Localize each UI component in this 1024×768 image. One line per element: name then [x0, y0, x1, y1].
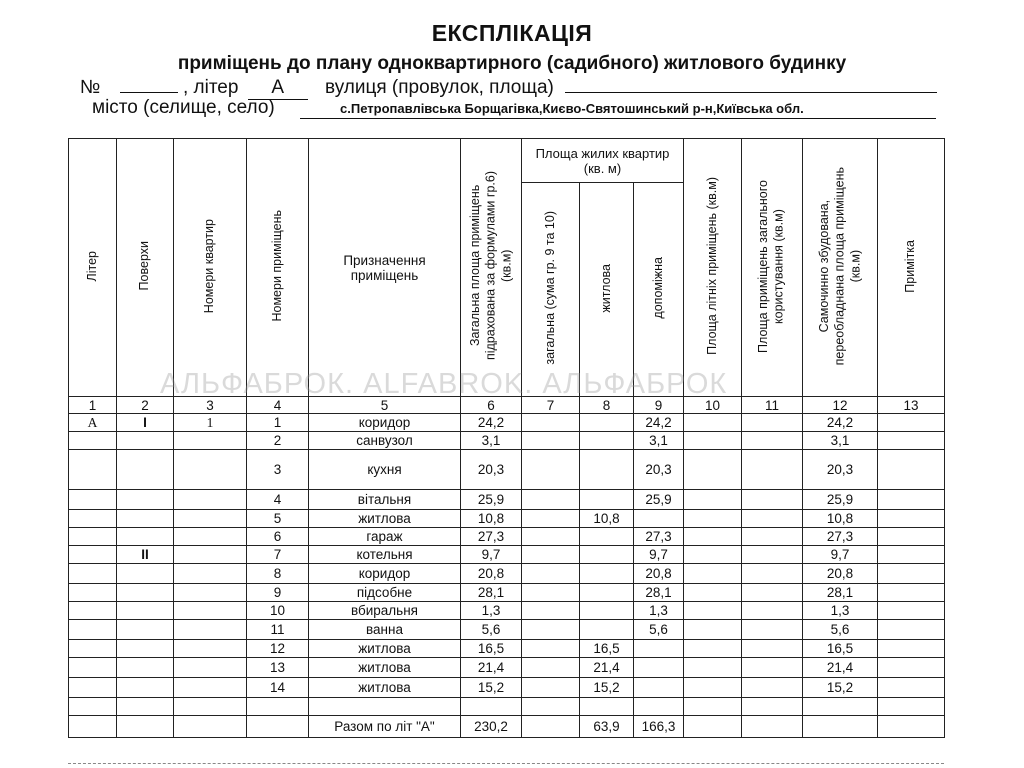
cell-note	[878, 658, 945, 678]
cell-summer	[684, 640, 742, 658]
cell-room: 13	[247, 658, 309, 678]
col-living-group: Площа жилих квартир (кв. м)	[522, 139, 684, 183]
street-label: вулиця (провулок, площа)	[325, 77, 554, 98]
cell-aux: 25,9	[634, 490, 684, 510]
cell-living: 15,2	[580, 678, 634, 698]
cell-floor	[117, 678, 174, 698]
cell-living-total	[522, 564, 580, 584]
cell-total-area: 28,1	[461, 584, 522, 602]
cell-living: 10,8	[580, 510, 634, 528]
cell-liter	[69, 602, 117, 620]
cell-living	[580, 432, 634, 450]
cell-common	[742, 602, 803, 620]
table-row	[69, 602, 945, 620]
cell-floor: ІІ	[117, 546, 174, 564]
cell-living	[580, 564, 634, 584]
cell-liter	[69, 658, 117, 678]
cell-total-area: 20,3	[461, 450, 522, 490]
cell-summer	[684, 450, 742, 490]
cell-self-built: 5,6	[803, 620, 878, 640]
cell-note	[878, 414, 945, 432]
cell-apt	[174, 620, 247, 640]
cell-note	[878, 546, 945, 564]
col-self-built: Самочинно збудована, переобладнана площа приміщень (кв.м)	[803, 139, 878, 397]
cell-living: 16,5	[580, 640, 634, 658]
cell-apt	[174, 546, 247, 564]
table-row	[69, 414, 945, 432]
cell-living-total	[522, 678, 580, 698]
cell-liter	[69, 640, 117, 658]
cell-self-built: 21,4	[803, 658, 878, 678]
cell-living-total	[522, 450, 580, 490]
cell-self-built: 27,3	[803, 528, 878, 546]
document-title: ЕКСПЛІКАЦІЯ	[431, 20, 593, 46]
cell-purpose: підсобне	[309, 584, 461, 602]
cell-common	[742, 564, 803, 584]
cell-summer	[684, 678, 742, 698]
cell-aux: 20,8	[634, 564, 684, 584]
cell-total-area: 25,9	[461, 490, 522, 510]
cell-note	[878, 640, 945, 658]
cell-self-built: 3,1	[803, 432, 878, 450]
cell-aux: 28,1	[634, 584, 684, 602]
table-row	[69, 510, 945, 528]
col-living: житлова	[580, 183, 634, 397]
cell-liter	[69, 620, 117, 640]
cell-room: 3	[247, 450, 309, 490]
cell-liter	[69, 432, 117, 450]
cell-total-area: 9,7	[461, 546, 522, 564]
cell-apt	[174, 584, 247, 602]
cell-total-area: 1,3	[461, 602, 522, 620]
cell-summer	[684, 414, 742, 432]
table-row	[69, 620, 945, 640]
cell-note	[878, 490, 945, 510]
cell-apt	[174, 510, 247, 528]
cell-room: 6	[247, 528, 309, 546]
page-edge	[68, 763, 944, 764]
col-purpose: Призначення приміщень	[309, 139, 461, 397]
cell-total-area: 15,2	[461, 678, 522, 698]
cell-self-built: 9,7	[803, 546, 878, 564]
cell-self-built: 16,5	[803, 640, 878, 658]
cell-liter	[69, 678, 117, 698]
cell-floor	[117, 602, 174, 620]
cell-common	[742, 432, 803, 450]
cell-common	[742, 546, 803, 564]
cell-total-area: 5,6	[461, 620, 522, 640]
cell-aux	[634, 678, 684, 698]
cell-room: 1	[247, 414, 309, 432]
cell-room: 7	[247, 546, 309, 564]
cell-purpose: кухня	[309, 450, 461, 490]
col-room-numbers: Номери приміщень	[247, 139, 309, 397]
liter-value: А	[248, 77, 308, 100]
cell-room: 4	[247, 490, 309, 510]
cell-aux: 27,3	[634, 528, 684, 546]
table-row	[69, 678, 945, 698]
cell-purpose: житлова	[309, 658, 461, 678]
cell-room: 9	[247, 584, 309, 602]
city-label: місто (селище, село)	[92, 97, 275, 118]
cell-summer	[684, 602, 742, 620]
cell-purpose: житлова	[309, 510, 461, 528]
col-floors: Поверхи	[117, 139, 174, 397]
street-blank	[565, 74, 937, 93]
table-row	[69, 658, 945, 678]
cell-liter	[69, 450, 117, 490]
cell-summer	[684, 658, 742, 678]
address-line-2	[92, 97, 936, 119]
cell-summer	[684, 584, 742, 602]
cell-common	[742, 528, 803, 546]
cell-summer	[684, 546, 742, 564]
cell-room: 14	[247, 678, 309, 698]
cell-self-built: 10,8	[803, 510, 878, 528]
col-summer-area: Площа літніх приміщень (кв.м)	[684, 139, 742, 397]
blank-row	[69, 698, 945, 716]
cell-aux: 3,1	[634, 432, 684, 450]
city-value: с.Петропавлівська Борщагівка,Києво-Святошинський р-н,Київська обл.	[300, 101, 936, 119]
cell-summer	[684, 620, 742, 640]
liter-label: , літер	[182, 77, 239, 98]
number-blank	[120, 74, 178, 93]
cell-floor	[117, 620, 174, 640]
cell-total-area: 27,3	[461, 528, 522, 546]
cell-purpose: санвузол	[309, 432, 461, 450]
cell-floor	[117, 658, 174, 678]
cell-note	[878, 620, 945, 640]
cell-total-area: 20,8	[461, 564, 522, 584]
cell-living-total	[522, 658, 580, 678]
col-living-total: загальна (сума гр. 9 та 10)	[522, 183, 580, 397]
cell-common	[742, 490, 803, 510]
cell-total-area: 16,5	[461, 640, 522, 658]
cell-aux: 9,7	[634, 546, 684, 564]
cell-summer	[684, 528, 742, 546]
cell-self-built: 15,2	[803, 678, 878, 698]
cell-common	[742, 678, 803, 698]
cell-living	[580, 414, 634, 432]
cell-purpose: житлова	[309, 678, 461, 698]
table-row	[69, 564, 945, 584]
cell-total-area: 24,2	[461, 414, 522, 432]
document-subtitle: приміщень до плану одноквартирного (садибного) житлового будинку	[177, 53, 847, 74]
cell-self-built: 24,2	[803, 414, 878, 432]
cell-apt	[174, 602, 247, 620]
cell-purpose: житлова	[309, 640, 461, 658]
total-label: Разом по літ "А"	[309, 716, 461, 738]
cell-note	[878, 678, 945, 698]
cell-living: 21,4	[580, 658, 634, 678]
cell-floor	[117, 528, 174, 546]
cell-apt: 1	[174, 414, 247, 432]
cell-purpose: коридор	[309, 414, 461, 432]
cell-living	[580, 620, 634, 640]
cell-purpose: вітальня	[309, 490, 461, 510]
cell-liter	[69, 510, 117, 528]
col-total-area: Загальна площа приміщень підрахована за формулами гр.6) (кв.м)	[461, 139, 522, 397]
cell-room: 8	[247, 564, 309, 584]
cell-living-total	[522, 528, 580, 546]
cell-note	[878, 528, 945, 546]
col-common-area: Площа приміщень загального користування (кв.м)	[742, 139, 803, 397]
cell-living	[580, 602, 634, 620]
cell-common	[742, 414, 803, 432]
cell-room: 11	[247, 620, 309, 640]
cell-floor	[117, 564, 174, 584]
cell-living-total	[522, 640, 580, 658]
cell-living	[580, 450, 634, 490]
cell-liter	[69, 584, 117, 602]
table-row	[69, 490, 945, 510]
cell-aux	[634, 640, 684, 658]
cell-living	[580, 528, 634, 546]
column-number-row: 1 2 3 4 5 6 7 8 9 10 11 12 13	[69, 397, 945, 414]
cell-purpose: коридор	[309, 564, 461, 584]
cell-aux	[634, 510, 684, 528]
cell-purpose: котельня	[309, 546, 461, 564]
cell-common	[742, 450, 803, 490]
cell-total-area: 10,8	[461, 510, 522, 528]
cell-self-built: 28,1	[803, 584, 878, 602]
total-area-sum: 230,2	[461, 716, 522, 738]
cell-purpose: гараж	[309, 528, 461, 546]
number-label: №	[80, 77, 101, 98]
cell-common	[742, 584, 803, 602]
cell-aux	[634, 658, 684, 678]
cell-apt	[174, 432, 247, 450]
cell-summer	[684, 510, 742, 528]
total-row	[69, 716, 945, 738]
cell-room: 10	[247, 602, 309, 620]
cell-floor	[117, 584, 174, 602]
cell-liter: А	[69, 414, 117, 432]
cell-apt	[174, 678, 247, 698]
cell-summer	[684, 564, 742, 584]
watermark: АЛЬФАБРОК. ALFABROK. АЛЬФАБРОК	[160, 368, 728, 400]
cell-liter	[69, 546, 117, 564]
cell-note	[878, 584, 945, 602]
cell-liter	[69, 564, 117, 584]
cell-living-total	[522, 510, 580, 528]
cell-apt	[174, 640, 247, 658]
cell-summer	[684, 490, 742, 510]
cell-note	[878, 450, 945, 490]
cell-common	[742, 658, 803, 678]
table-row	[69, 546, 945, 564]
cell-self-built: 20,8	[803, 564, 878, 584]
cell-room: 5	[247, 510, 309, 528]
cell-liter	[69, 528, 117, 546]
cell-purpose: вбиральня	[309, 602, 461, 620]
col-auxiliary: допоміжна	[634, 183, 684, 397]
total-aux-sum: 166,3	[634, 716, 684, 738]
cell-living-total	[522, 490, 580, 510]
cell-apt	[174, 490, 247, 510]
table-row	[69, 640, 945, 658]
table-row	[69, 584, 945, 602]
cell-summer	[684, 432, 742, 450]
cell-living-total	[522, 432, 580, 450]
col-apt-numbers: Номери квартир	[174, 139, 247, 397]
cell-living-total	[522, 414, 580, 432]
cell-aux: 5,6	[634, 620, 684, 640]
cell-apt	[174, 564, 247, 584]
total-living-sum: 63,9	[580, 716, 634, 738]
cell-note	[878, 510, 945, 528]
cell-total-area: 3,1	[461, 432, 522, 450]
cell-liter	[69, 490, 117, 510]
cell-living-total	[522, 546, 580, 564]
cell-floor	[117, 432, 174, 450]
cell-floor	[117, 450, 174, 490]
cell-aux: 20,3	[634, 450, 684, 490]
table-row	[69, 528, 945, 546]
cell-note	[878, 564, 945, 584]
cell-common	[742, 640, 803, 658]
cell-apt	[174, 658, 247, 678]
cell-living	[580, 546, 634, 564]
col-note: Примітка	[878, 139, 945, 397]
cell-aux: 1,3	[634, 602, 684, 620]
cell-room: 2	[247, 432, 309, 450]
cell-floor	[117, 640, 174, 658]
cell-floor	[117, 510, 174, 528]
cell-living	[580, 490, 634, 510]
cell-self-built: 20,3	[803, 450, 878, 490]
table-row	[69, 450, 945, 490]
cell-apt	[174, 528, 247, 546]
cell-aux: 24,2	[634, 414, 684, 432]
cell-apt	[174, 450, 247, 490]
cell-living-total	[522, 602, 580, 620]
cell-floor	[117, 490, 174, 510]
cell-self-built: 25,9	[803, 490, 878, 510]
cell-room: 12	[247, 640, 309, 658]
cell-note	[878, 602, 945, 620]
cell-living	[580, 584, 634, 602]
cell-note	[878, 432, 945, 450]
cell-common	[742, 620, 803, 640]
table-row	[69, 432, 945, 450]
cell-total-area: 21,4	[461, 658, 522, 678]
explication-table	[68, 138, 945, 738]
cell-living-total	[522, 620, 580, 640]
cell-floor: І	[117, 414, 174, 432]
cell-purpose: ванна	[309, 620, 461, 640]
col-liter: Літер	[69, 139, 117, 397]
cell-self-built: 1,3	[803, 602, 878, 620]
cell-living-total	[522, 584, 580, 602]
cell-common	[742, 510, 803, 528]
